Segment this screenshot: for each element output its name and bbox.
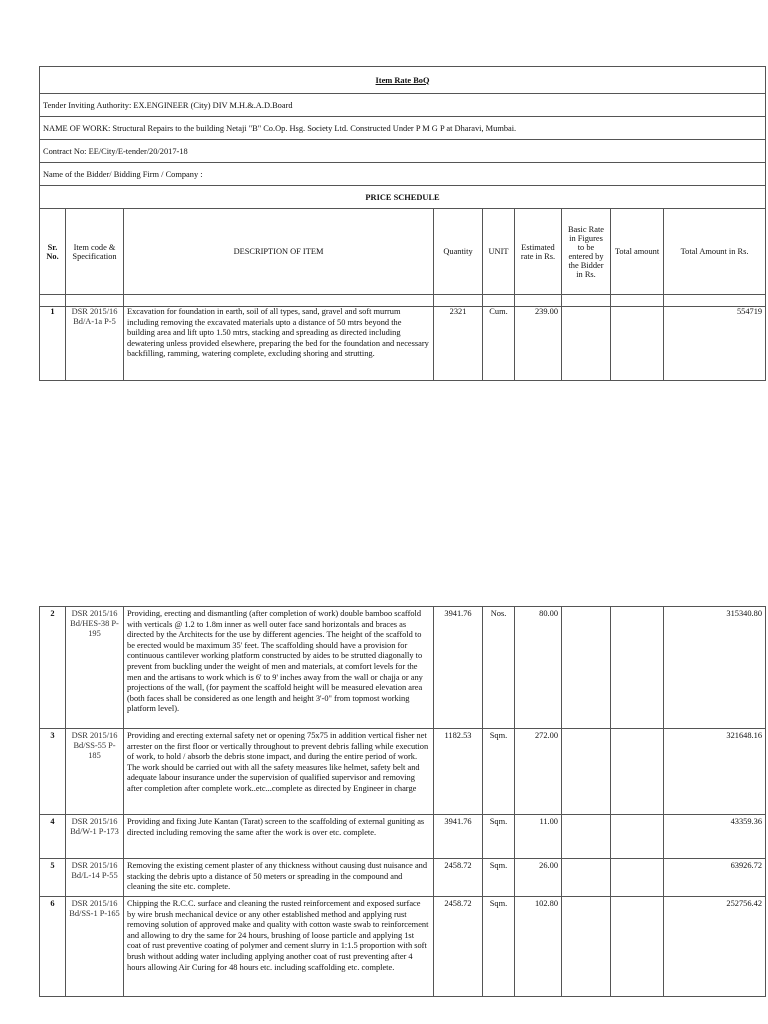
item-unit: Sqm. [483, 729, 515, 815]
table-row [40, 729, 766, 815]
item-sr: 2 [40, 607, 66, 729]
item-code: DSR 2015/16 Bd/SS-55 P-185 [66, 729, 124, 815]
item-amount: 321648.16 [664, 729, 766, 815]
tender-authority: Tender Inviting Authority: EX.ENGINEER (City) DIV M.H.&.A.D.Board [40, 94, 766, 117]
item-unit: Sqm. [483, 859, 515, 897]
item-amount: 554719 [664, 307, 766, 381]
col-estimated-rate: Estimated rate in Rs. [515, 209, 562, 295]
item-sr: 6 [40, 897, 66, 997]
table-row [40, 815, 766, 859]
col-description: DESCRIPTION OF ITEM [124, 209, 434, 295]
item-code: DSR 2015/16 Bd/A-1a P-5 [66, 307, 124, 381]
total-amount-cell [611, 859, 664, 897]
table-row [40, 859, 766, 897]
item-unit: Nos. [483, 607, 515, 729]
table-row [40, 897, 766, 997]
total-amount-cell [611, 897, 664, 997]
item-rate: 272.00 [515, 729, 562, 815]
item-amount: 43359.36 [664, 815, 766, 859]
item-amount: 63926.72 [664, 859, 766, 897]
col-total-amount-rs: Total Amount in Rs. [664, 209, 766, 295]
bidder-rate-cell[interactable] [562, 307, 611, 381]
item-description: Chipping the R.C.C. surface and cleaning the rusted reinforcement and exposed surface by wire brush mechanical device or any other established method and applying rust removing solution of approved make and quality with cotton waste swab to reinforcement and allowing to dry the same for 24 hours, brushing of loose particle and applying 1st coat of rust preventive coating of polymer and cement slurry in 1:1.5 proportion with soft brush without adding water including applying another coat of rust preventing after 4 hours allowing Air Curing for 48 hours etc. including scaffolding etc. complete. [124, 897, 434, 997]
item-description: Providing and fixing Jute Kantan (Tarat) screen to the scaffolding of external guniting as directed including removing the same after the work is over etc. complete. [124, 815, 434, 859]
item-rate: 102.80 [515, 897, 562, 997]
page-title: Item Rate BoQ [40, 67, 766, 94]
total-amount-cell [611, 307, 664, 381]
name-of-work: NAME OF WORK: Structural Repairs to the building Netaji "B" Co.Op. Hsg. Society Ltd. Constructed Under P M G P at Dharavi, Mumbai. [40, 117, 766, 140]
item-rate: 11.00 [515, 815, 562, 859]
bidder-rate-cell[interactable] [562, 859, 611, 897]
item-quantity: 2458.72 [434, 897, 483, 997]
item-quantity: 2458.72 [434, 859, 483, 897]
table-row [40, 307, 766, 381]
item-amount: 252756.42 [664, 897, 766, 997]
boq-items-table [39, 606, 766, 997]
item-code: DSR 2015/16 Bd/SS-1 P-165 [66, 897, 124, 997]
item-quantity: 3941.76 [434, 815, 483, 859]
item-quantity: 1182.53 [434, 729, 483, 815]
item-code: DSR 2015/16 Bd/HES-38 P-195 [66, 607, 124, 729]
bidder-rate-cell[interactable] [562, 729, 611, 815]
table-row [40, 607, 766, 729]
bidder-rate-cell[interactable] [562, 815, 611, 859]
item-rate: 80.00 [515, 607, 562, 729]
item-rate: 239.00 [515, 307, 562, 381]
item-sr: 3 [40, 729, 66, 815]
item-description: Removing the existing cement plaster of any thickness without causing dust nuisance and stacking the debris upto a distance of 50 meters or spreading in the compound and cleaning the site etc. complete. [124, 859, 434, 897]
item-code: DSR 2015/16 Bd/W-1 P-173 [66, 815, 124, 859]
item-quantity: 2321 [434, 307, 483, 381]
item-sr: 1 [40, 307, 66, 381]
item-description: Excavation for foundation in earth, soil of all types, sand, gravel and soft murrum including removing the excavated materials upto a distance of 50 mtrs beyond the building area and lift upto 1.50 mtrs, stacking and spreading as directed including dewatering unless provided elsewhere, preparing the bed for the foundation and necessary backfilling, ramming, watering complete, excluding shoring and strutting. [124, 307, 434, 381]
col-quantity: Quantity [434, 209, 483, 295]
item-sr: 4 [40, 815, 66, 859]
price-schedule-heading: PRICE SCHEDULE [40, 186, 766, 209]
col-item-code: Item code & Specification [66, 209, 124, 295]
total-amount-cell [611, 815, 664, 859]
total-amount-cell [611, 607, 664, 729]
col-total-amount: Total amount [611, 209, 664, 295]
col-sr-no: Sr. No. [40, 209, 66, 295]
bidder-name: Name of the Bidder/ Bidding Firm / Company : [40, 163, 766, 186]
item-sr: 5 [40, 859, 66, 897]
item-code: DSR 2015/16 Bd/L-14 P-55 [66, 859, 124, 897]
item-amount: 315340.80 [664, 607, 766, 729]
boq-header-table [39, 66, 766, 381]
item-rate: 26.00 [515, 859, 562, 897]
item-quantity: 3941.76 [434, 607, 483, 729]
col-unit: UNIT [483, 209, 515, 295]
item-unit: Sqm. [483, 897, 515, 997]
item-description: Providing, erecting and dismantling (after completion of work) double bamboo scaffold with verticals @ 1.2 to 1.8m inner as well outer face sand horizontals and braces as directed by the Architects for the use by different agencies. The height of the scaffold to be erected would be maximum 35' feet. The scaffolding should have a provision for continuous cantilever working platform constructed by aides to be strutted diagonally to prevent from buckling under the weight of men and materials, at comfort levels for the men and the artisans to work which is 6' to 9' inches away from the wall or chajja or any projections of the wall, (for payment the scaffold height will be measured elevation area (both faces shall be considered as one length and height 3'-0" from topmost working platform level). [124, 607, 434, 729]
contract-no: Contract No: EE/City/E-tender/20/2017-18 [40, 140, 766, 163]
item-unit: Sqm. [483, 815, 515, 859]
total-amount-cell [611, 729, 664, 815]
item-description: Providing and erecting external safety net or opening 75x75 in addition vertical fisher net arrester on the first floor or vertically throughout to prevent debris falling while execution of work, to hold / absorb the debris stone impact, and during the entire period of work. The work should be carried out with all the safety measures like helmet, safety belt and adequate labour insurance under the supervision of qualified supervisor and removing after completion after complete work..etc...complete as directed by Engineer in charge [124, 729, 434, 815]
bidder-rate-cell[interactable] [562, 607, 611, 729]
bidder-rate-cell[interactable] [562, 897, 611, 997]
col-basic-rate: Basic Rate in Figures to be entered by the Bidder in Rs. [562, 209, 611, 295]
item-unit: Cum. [483, 307, 515, 381]
